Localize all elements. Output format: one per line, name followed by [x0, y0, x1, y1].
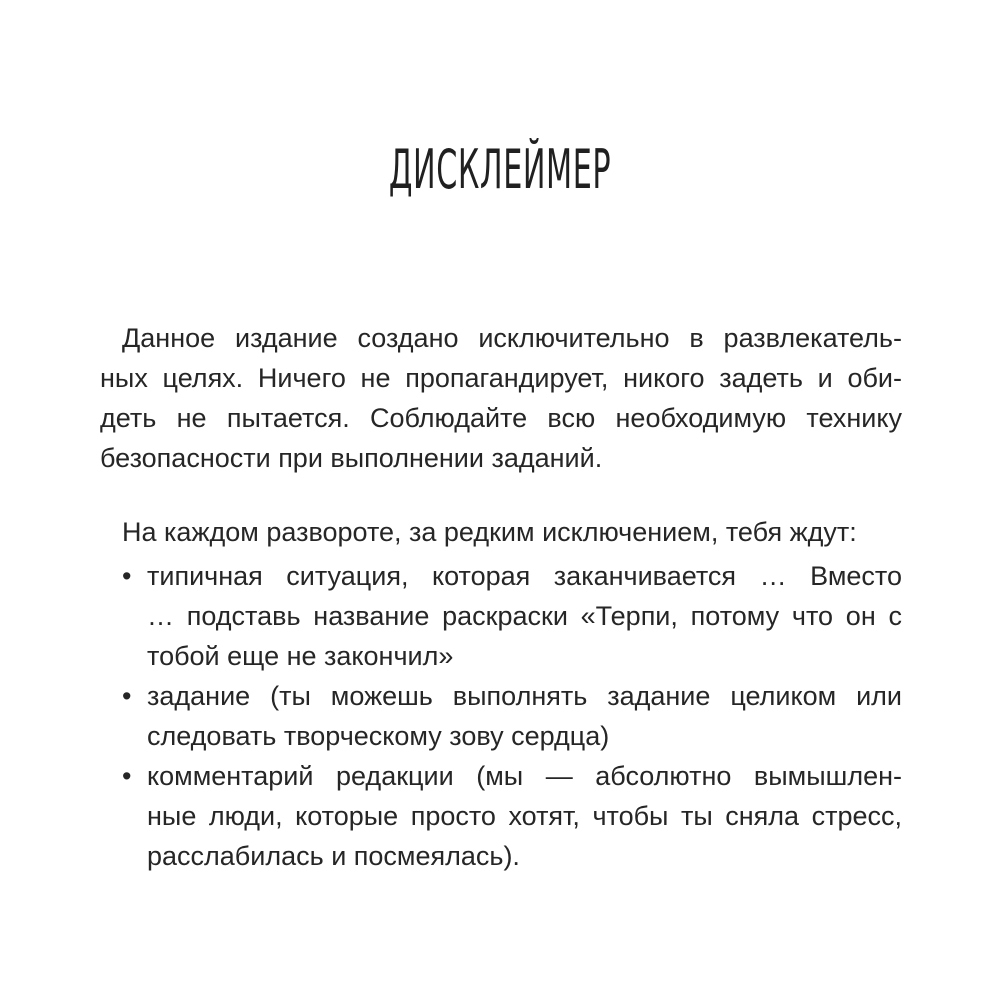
list-item-line: типичная ситуация, которая заканчивается … Вместо	[147, 561, 902, 591]
list-item-line: задание (ты можешь выполнять задание целиком или	[147, 681, 902, 711]
list-item-line: ные люди, которые просто хотят, чтобы ты сняла стресс,	[147, 801, 902, 831]
body-text	[100, 318, 902, 876]
bullet-icon: •	[122, 761, 132, 791]
paragraph-line: ных целях. Ничего не пропагандирует, никого задеть и оби-	[100, 363, 902, 393]
list-item-line: тобой еще не закончил»	[147, 641, 454, 671]
paragraph-spacer	[100, 478, 902, 512]
bullet-icon: •	[122, 681, 132, 711]
page-title: ДИСКЛЕЙМЕР	[388, 138, 612, 201]
paragraph-list	[100, 512, 902, 876]
list-intro: На каждом развороте, за редким исключением, тебя ждут:	[122, 517, 857, 547]
bullet-icon: •	[122, 561, 132, 591]
paragraph-line: безопасности при выполнении заданий.	[100, 443, 603, 473]
list-item-line: расслабилась и посмеялась).	[147, 841, 520, 871]
paragraph-line: деть не пытается. Соблюдайте всю необходимую технику	[100, 403, 902, 433]
list-item	[100, 756, 902, 876]
list-item-line: … подставь название раскраски «Терпи, потому что он с	[147, 601, 902, 631]
list-item	[100, 676, 902, 756]
list-item	[100, 556, 902, 676]
list-item-line: следовать творческому зову сердца)	[147, 721, 610, 751]
paragraph-line: Данное издание создано исключительно в развлекатель-	[122, 323, 902, 353]
paragraph-intro	[100, 318, 902, 478]
list-item-line: комментарий редакции (мы — абсолютно вымышлен-	[147, 761, 902, 791]
